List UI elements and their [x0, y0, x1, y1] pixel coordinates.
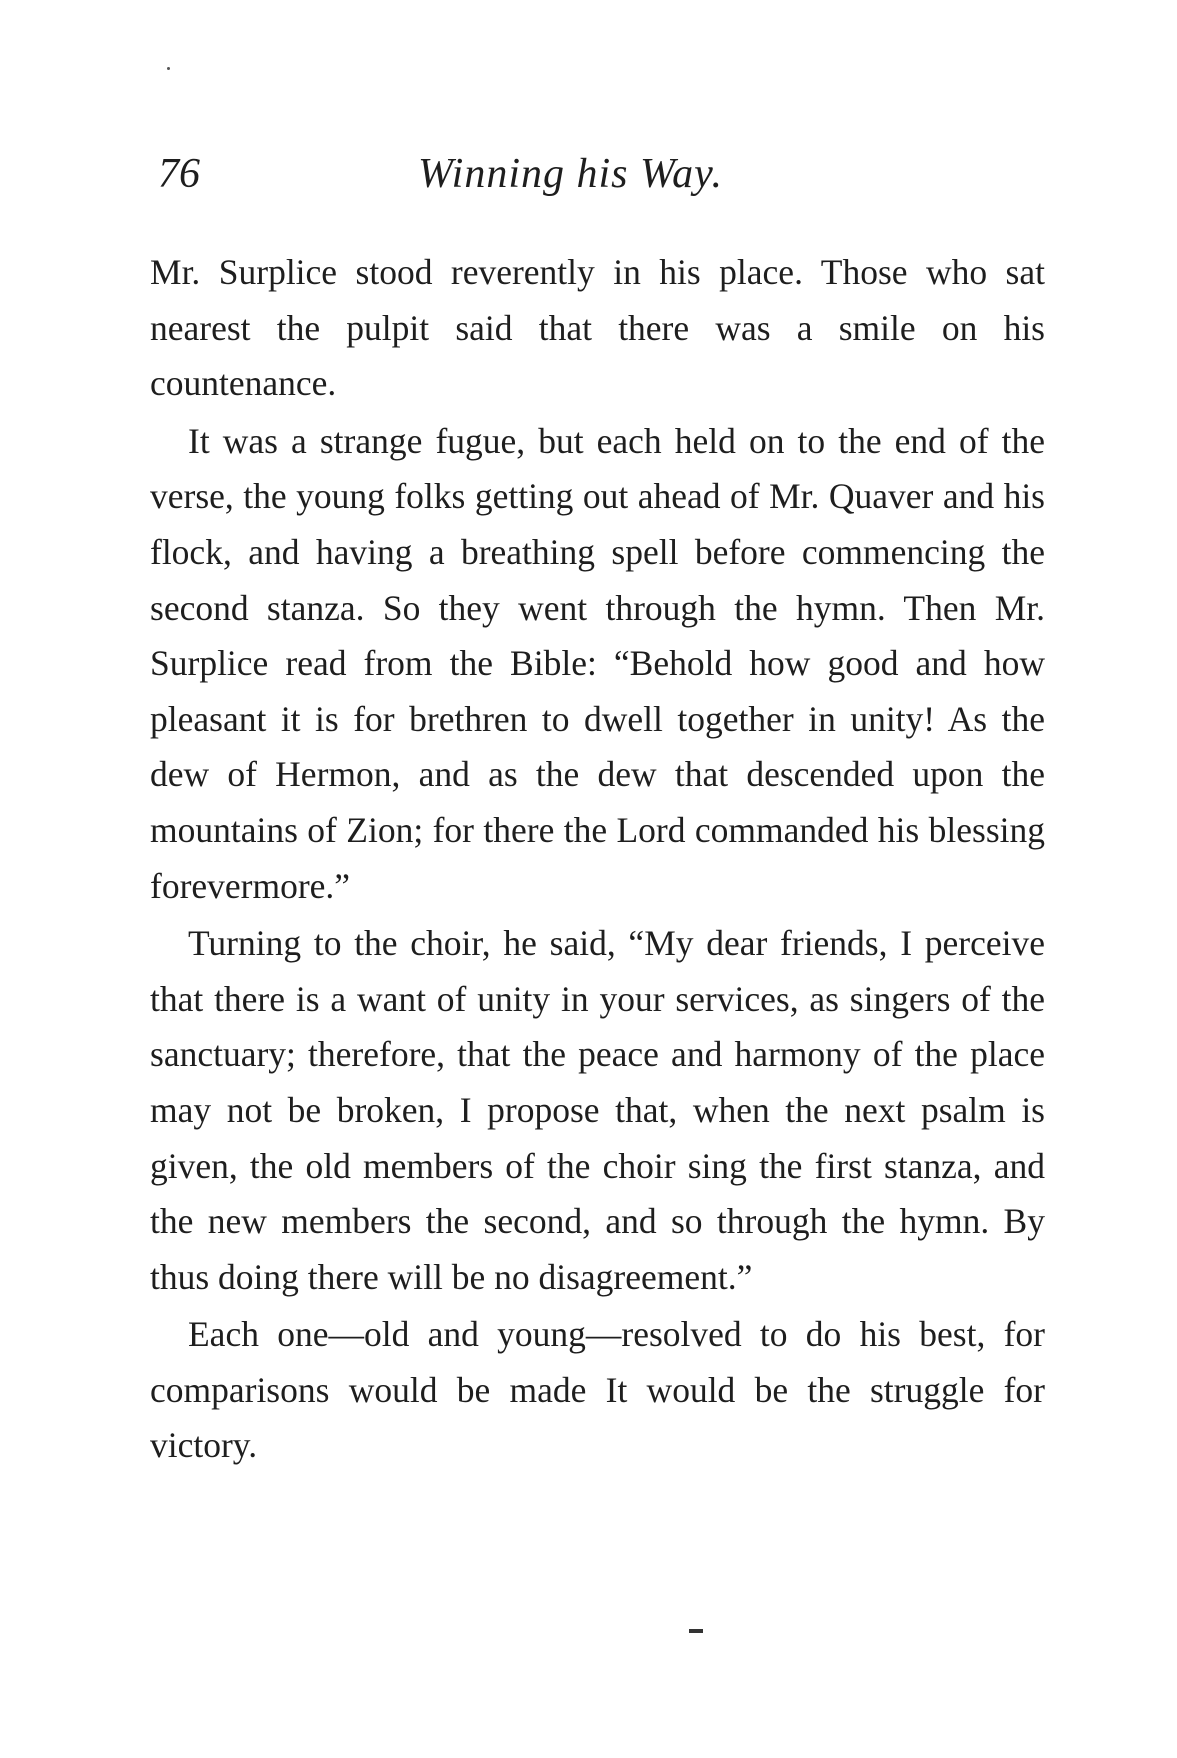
page-number: 76 — [158, 151, 200, 197]
page-header — [150, 150, 1045, 210]
paragraph-1: Mr. Surplice stood reverently in his place. Those who sat nearest the pulpit said that there was a smile on his countenance. — [150, 252, 1045, 404]
running-title: Winning his Way. — [418, 151, 723, 197]
paragraph-3: Turning to the choir, he said, “My dear friends, I perceive that there is a want of unity in your services, as singers of the sanctuary; therefore, that the peace and harmony of the place may not be broken, I propose that, when the next psalm is given, the old members of the choir sing the first stanza, and the new members the second, and so through the hymn. By thus doing there will be no disagreement.” — [150, 923, 1045, 1297]
paragraph-2: It was a strange fugue, but each held on to the end of the verse, the young folks getting out ahead of Mr. Quaver and his flock, and having a breathing spell before commencing the second stanza. So they went through the hymn. Then Mr. Surplice read from the Bible: “Behold how good and how pleasant it is for brethren to dwell together in unity! As the dew of Hermon, and as the dew that descended upon the mountains of Zion; for there the Lord commanded his blessing forevermore.” — [150, 420, 1045, 906]
print-speck — [167, 67, 170, 70]
body-text — [150, 245, 1045, 1476]
print-mark — [689, 1629, 703, 1633]
paragraph-4: Each one—old and young—resolved to do his best, for comparisons would be made It would be the struggle for victory. — [150, 1314, 1045, 1466]
